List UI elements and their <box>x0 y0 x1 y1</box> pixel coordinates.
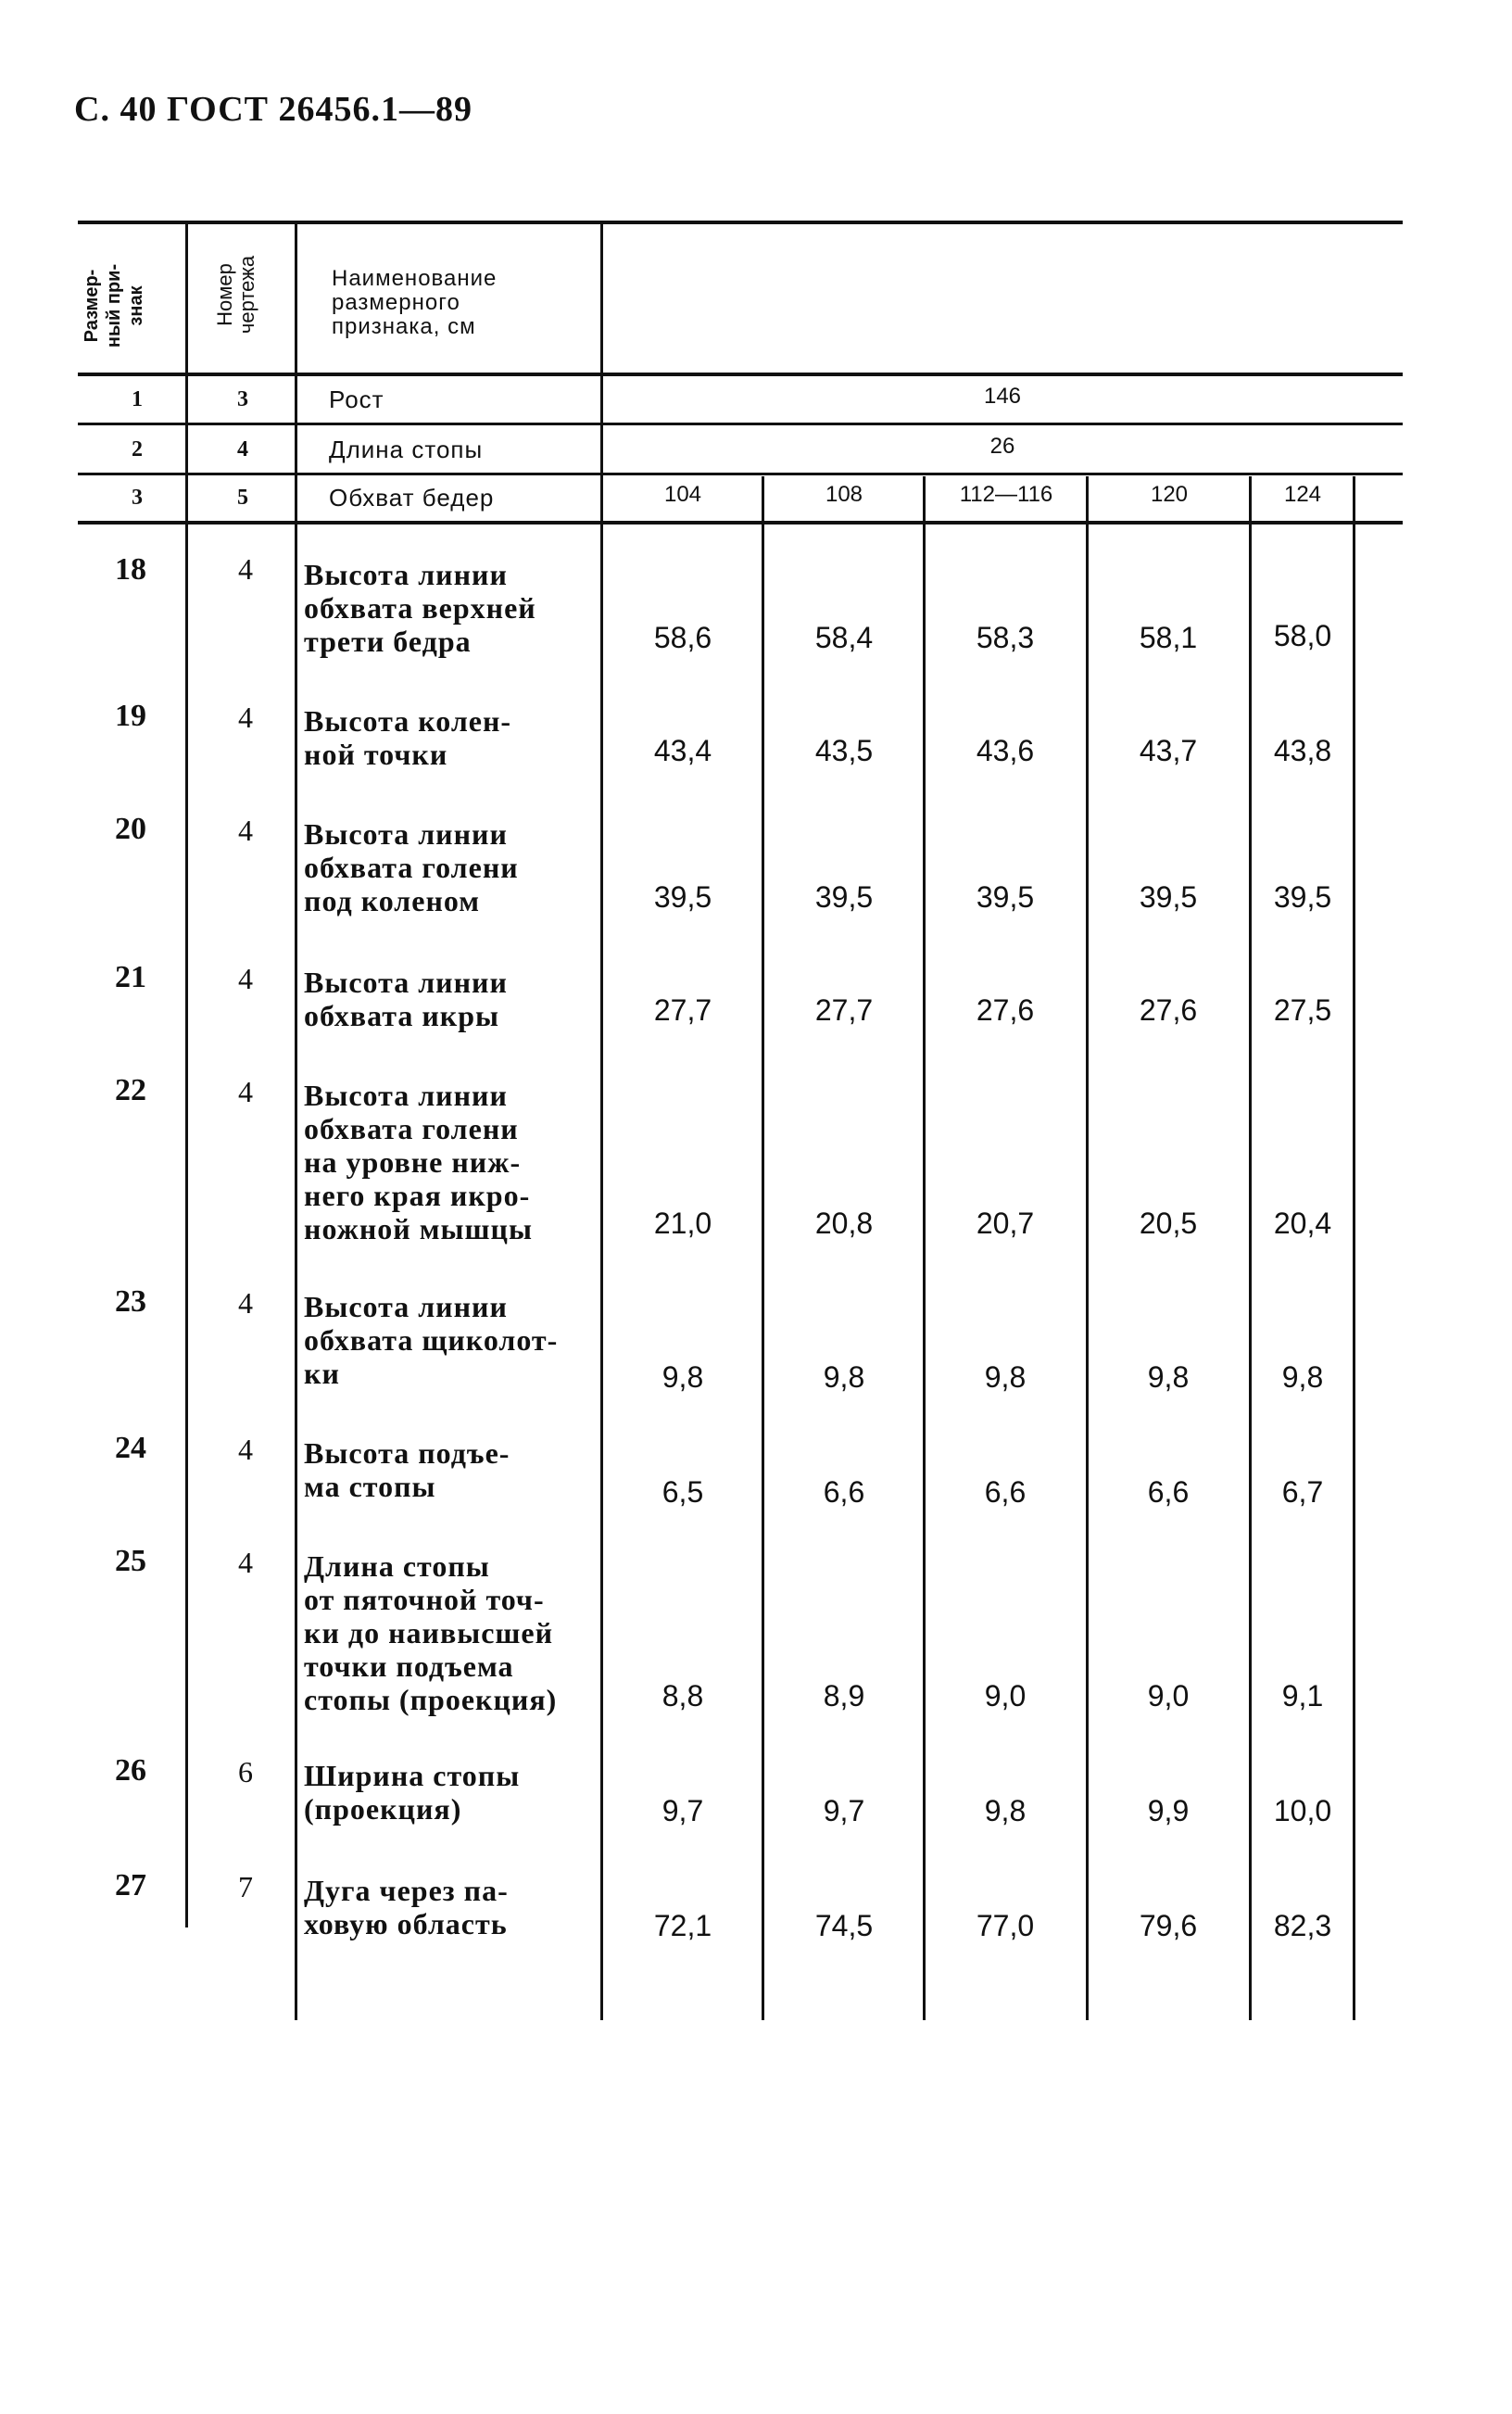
row-23-drawing: 4 <box>238 1286 253 1320</box>
row-21-no: 21 <box>115 960 146 994</box>
col-divider-7-body <box>1249 525 1252 2020</box>
param-3-value-2: 108 <box>825 482 863 507</box>
row-24-value-1: 6,5 <box>662 1475 704 1509</box>
row-21-name: Высота линии обхвата икры <box>304 966 508 1032</box>
param3-divider-e <box>1353 476 1355 523</box>
params-bottom-rule <box>78 521 1403 525</box>
param-3-value-1: 104 <box>663 482 702 507</box>
col-header-drawing-no: Номер чертежа <box>213 255 258 335</box>
table-top-rule <box>78 221 1403 224</box>
param-3-value-3: 112—116 <box>959 482 1053 507</box>
row-25-value-4: 9,0 <box>1147 1679 1190 1713</box>
row-18-value-1: 58,6 <box>653 621 712 654</box>
row-24-value-4: 6,6 <box>1147 1475 1190 1509</box>
row-22-value-2: 20,8 <box>814 1207 874 1240</box>
row-25-drawing: 4 <box>238 1546 253 1579</box>
row-25-value-1: 8,8 <box>662 1679 704 1713</box>
param-3-name: Обхват бедер <box>329 484 495 512</box>
row-24-no: 24 <box>115 1431 146 1465</box>
row-25-value-2: 8,9 <box>823 1679 865 1713</box>
row-18-value-5: 58,0 <box>1273 619 1332 652</box>
page-reference: С. 40 ГОСТ 26456.1—89 <box>74 90 472 129</box>
row-21-value-4: 27,6 <box>1139 993 1198 1027</box>
row-25-value-3: 9,0 <box>984 1679 1027 1713</box>
row-18-drawing: 4 <box>238 552 253 586</box>
param-2-drawing: 4 <box>237 437 248 461</box>
row-26-value-1: 9,7 <box>662 1794 704 1827</box>
col-divider-1-header <box>185 222 188 524</box>
row-22-value-3: 20,7 <box>976 1207 1035 1240</box>
col-divider-2-body <box>295 525 297 2020</box>
row-22-drawing: 4 <box>238 1075 253 1108</box>
row-20-value-5: 39,5 <box>1273 880 1332 914</box>
row-27-value-5: 82,3 <box>1273 1909 1332 1942</box>
row-26-value-4: 9,9 <box>1147 1794 1190 1827</box>
row-19-value-2: 43,5 <box>814 734 874 767</box>
row-23-value-1: 9,8 <box>662 1360 704 1394</box>
row-20-no: 20 <box>115 812 146 846</box>
row-18-value-2: 58,4 <box>814 621 874 654</box>
col-divider-6-body <box>1086 525 1089 2020</box>
param3-divider-d <box>1249 476 1252 523</box>
row-27-drawing: 7 <box>238 1870 253 1903</box>
row-19-drawing: 4 <box>238 701 253 734</box>
row-24-value-2: 6,6 <box>823 1475 865 1509</box>
row-19-no: 19 <box>115 699 146 733</box>
param-1-no: 1 <box>132 387 143 411</box>
row-19-value-5: 43,8 <box>1273 734 1332 767</box>
col-divider-8-body <box>1353 525 1355 2020</box>
row-26-name: Ширина стопы (проекция) <box>304 1759 521 1826</box>
row-18-value-4: 58,1 <box>1139 621 1198 654</box>
row-25-no: 25 <box>115 1544 146 1578</box>
row-23-name: Высота линии обхвата щиколот- ки <box>304 1290 559 1390</box>
row-26-value-3: 9,8 <box>984 1794 1027 1827</box>
col-divider-1-body <box>185 525 188 1927</box>
row-23-value-5: 9,8 <box>1281 1360 1324 1394</box>
row-20-value-3: 39,5 <box>976 880 1035 914</box>
row-23-no: 23 <box>115 1284 146 1319</box>
row-21-value-3: 27,6 <box>976 993 1035 1027</box>
param-3-drawing: 5 <box>237 486 248 510</box>
param-1-drawing: 3 <box>237 387 248 411</box>
row-27-value-2: 74,5 <box>814 1909 874 1942</box>
row-20-value-2: 39,5 <box>814 880 874 914</box>
row-21-drawing: 4 <box>238 962 253 995</box>
row-21-value-5: 27,5 <box>1273 993 1332 1027</box>
param-3-value-5: 124 <box>1283 482 1322 507</box>
param-row-1-rule <box>78 423 1403 425</box>
row-27-value-4: 79,6 <box>1139 1909 1198 1942</box>
param3-divider-b <box>923 476 926 523</box>
param3-divider-c <box>1086 476 1089 523</box>
header-bottom-rule <box>78 373 1403 376</box>
col-divider-3-header <box>600 222 603 524</box>
row-23-value-3: 9,8 <box>984 1360 1027 1394</box>
param-2-value: 26 <box>989 434 1015 459</box>
row-23-value-4: 9,8 <box>1147 1360 1190 1394</box>
param-3-value-4: 120 <box>1150 482 1189 507</box>
param-2-name: Длина стопы <box>329 436 484 463</box>
row-18-value-3: 58,3 <box>976 621 1035 654</box>
row-22-name: Высота линии обхвата голени на уровне ниж- него края икро- ножной мышцы <box>304 1079 533 1245</box>
row-22-value-1: 21,0 <box>653 1207 712 1240</box>
row-26-value-2: 9,7 <box>823 1794 865 1827</box>
row-19-name: Высота колен- ной точки <box>304 704 512 771</box>
row-20-value-1: 39,5 <box>653 880 712 914</box>
row-18-no: 18 <box>115 552 146 587</box>
row-24-name: Высота подъе- ма стопы <box>304 1436 510 1503</box>
col-divider-4-body <box>762 525 764 2020</box>
param-1-value: 146 <box>983 384 1022 409</box>
row-26-no: 26 <box>115 1753 146 1788</box>
param-2-no: 2 <box>132 437 143 461</box>
row-18-name: Высота линии обхвата верхней трети бедра <box>304 558 536 658</box>
row-21-value-1: 27,7 <box>653 993 712 1027</box>
row-19-value-3: 43,6 <box>976 734 1035 767</box>
row-25-value-5: 9,1 <box>1281 1679 1324 1713</box>
row-26-drawing: 6 <box>238 1755 253 1788</box>
col-header-name: Наименование размерного признака, см <box>332 266 498 339</box>
param-row-2-rule <box>78 473 1403 475</box>
row-27-value-3: 77,0 <box>976 1909 1035 1942</box>
row-27-no: 27 <box>115 1868 146 1902</box>
row-19-value-4: 43,7 <box>1139 734 1198 767</box>
row-24-value-3: 6,6 <box>984 1475 1027 1509</box>
param-1-name: Рост <box>329 385 384 413</box>
row-20-drawing: 4 <box>238 814 253 847</box>
row-22-no: 22 <box>115 1073 146 1107</box>
row-21-value-2: 27,7 <box>814 993 874 1027</box>
param-3-no: 3 <box>132 486 143 510</box>
row-24-value-5: 6,7 <box>1281 1475 1324 1509</box>
row-19-value-1: 43,4 <box>653 734 712 767</box>
row-22-value-4: 20,5 <box>1139 1207 1198 1240</box>
row-20-name: Высота линии обхвата голени под коленом <box>304 817 519 917</box>
param3-divider-a <box>762 476 764 523</box>
row-27-value-1: 72,1 <box>653 1909 712 1942</box>
row-25-name: Длина стопы от пяточной точ- ки до наивысшей точки подъема стопы (проекция) <box>304 1549 558 1716</box>
col-divider-5-body <box>923 525 926 2020</box>
row-22-value-5: 20,4 <box>1273 1207 1332 1240</box>
col-header-attr-no: Размер- ный при- знак <box>82 263 146 348</box>
row-27-name: Дуга через па- ховую область <box>304 1874 509 1940</box>
row-26-value-5: 10,0 <box>1273 1794 1332 1827</box>
row-24-drawing: 4 <box>238 1433 253 1466</box>
col-divider-3-body <box>600 525 603 2020</box>
row-20-value-4: 39,5 <box>1139 880 1198 914</box>
row-23-value-2: 9,8 <box>823 1360 865 1394</box>
col-divider-2-header <box>295 222 297 524</box>
